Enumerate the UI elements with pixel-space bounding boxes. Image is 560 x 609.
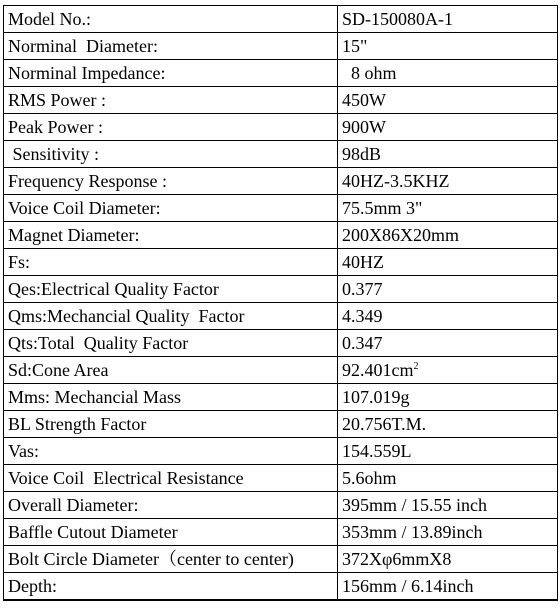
spec-value: 0.347 <box>338 330 558 357</box>
spec-row <box>4 87 558 114</box>
spec-row <box>4 465 558 492</box>
spec-value: 353mm / 13.89inch <box>338 519 558 546</box>
spec-label: Norminal Diameter: <box>4 33 338 60</box>
spec-label: Mms: Mechancial Mass <box>4 384 338 411</box>
spec-row <box>4 33 558 60</box>
spec-row <box>4 276 558 303</box>
spec-label: Frequency Response : <box>4 168 338 195</box>
spec-value: 450W <box>338 87 558 114</box>
spec-row <box>4 438 558 465</box>
spec-label: Qes:Electrical Quality Factor <box>4 276 338 303</box>
spec-value: 200X86X20mm <box>338 222 558 249</box>
spec-label: Baffle Cutout Diameter <box>4 519 338 546</box>
spec-row <box>4 546 558 573</box>
spec-label: Fs: <box>4 249 338 276</box>
spec-row <box>4 357 558 384</box>
spec-label: BL Strength Factor <box>4 411 338 438</box>
spec-value-superscript: 2 <box>413 361 419 372</box>
spec-value: 40HZ-3.5KHZ <box>338 168 558 195</box>
spec-label: Depth: <box>4 573 338 601</box>
spec-row <box>4 411 558 438</box>
spec-row <box>4 384 558 411</box>
spec-label: Bolt Circle Diameter（center to center) <box>4 546 338 573</box>
spec-value: 75.5mm 3" <box>338 195 558 222</box>
spec-row <box>4 141 558 168</box>
spec-value: 395mm / 15.55 inch <box>338 492 558 519</box>
spec-row <box>4 249 558 276</box>
spec-value: 154.559L <box>338 438 558 465</box>
spec-row <box>4 6 558 33</box>
spec-value: 4.349 <box>338 303 558 330</box>
spec-table-body <box>4 6 558 601</box>
spec-row <box>4 303 558 330</box>
spec-label: Qms:Mechancial Quality Factor <box>4 303 338 330</box>
spec-row <box>4 60 558 87</box>
spec-row <box>4 222 558 249</box>
spec-label: Vas: <box>4 438 338 465</box>
spec-label: Norminal Impedance: <box>4 60 338 87</box>
spec-label: Voice Coil Diameter: <box>4 195 338 222</box>
spec-label: Overall Diameter: <box>4 492 338 519</box>
speaker-spec-table <box>3 5 558 601</box>
spec-value: SD-150080A-1 <box>338 6 558 33</box>
spec-row <box>4 114 558 141</box>
spec-value: 372Xφ6mmX8 <box>338 546 558 573</box>
spec-label: Sd:Cone Area <box>4 357 338 384</box>
spec-label: Model No.: <box>4 6 338 33</box>
spec-row <box>4 195 558 222</box>
spec-value: 0.377 <box>338 276 558 303</box>
spec-value-text: 92.401cm <box>342 360 414 380</box>
spec-label: Peak Power : <box>4 114 338 141</box>
spec-label: Magnet Diameter: <box>4 222 338 249</box>
spec-value: 98dB <box>338 141 558 168</box>
spec-label: Voice Coil Electrical Resistance <box>4 465 338 492</box>
spec-label: RMS Power : <box>4 87 338 114</box>
spec-value: 20.756T.M. <box>338 411 558 438</box>
spec-value: 107.019g <box>338 384 558 411</box>
spec-label: Sensitivity : <box>4 141 338 168</box>
spec-row <box>4 573 558 601</box>
spec-row <box>4 330 558 357</box>
spec-label: Qts:Total Quality Factor <box>4 330 338 357</box>
spec-value: 8 ohm <box>338 60 558 87</box>
spec-value: 5.6ohm <box>338 465 558 492</box>
spec-value: 900W <box>338 114 558 141</box>
spec-row <box>4 519 558 546</box>
spec-row <box>4 492 558 519</box>
spec-value <box>338 357 558 384</box>
spec-value: 15" <box>338 33 558 60</box>
spec-value: 40HZ <box>338 249 558 276</box>
spec-row <box>4 168 558 195</box>
spec-value: 156mm / 6.14inch <box>338 573 558 601</box>
